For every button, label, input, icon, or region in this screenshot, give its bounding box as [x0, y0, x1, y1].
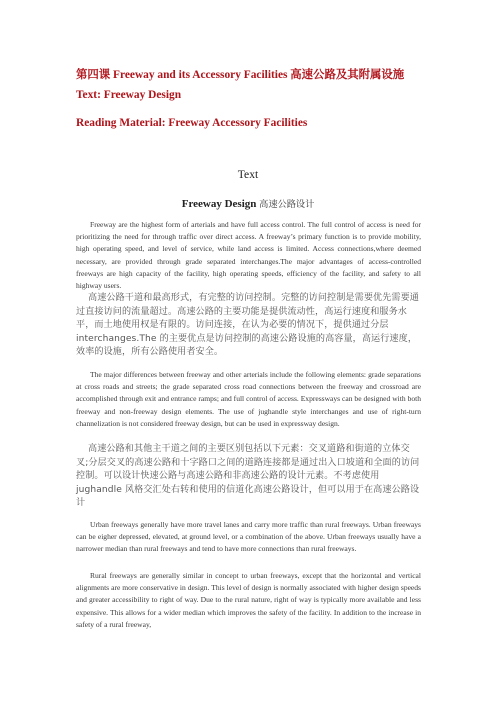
article-title-zh: 高速公路设计	[259, 199, 315, 210]
paragraph-1-zh: 高速公路干道和最高形式，有完整的访问控制。完整的访问控制是需要优先需要通过直接访问的流量超过。高速公路的主要功能是提供流动性，高运行速度和服务水平，而土地使用权是有限的。访问连接，在认为必要的情况下，提供通过分层 interchanges.The 的主要优点是访问控制的高速公路设施的高容量，高运行速度，效率的设施，所有公路使用者安全。	[76, 293, 419, 357]
unit-title: 第四课 Freeway and its Accessory Facilities 高速公路及其附属设施	[76, 69, 405, 81]
text-heading: Text: Freeway Design	[76, 89, 182, 101]
paragraph-2-zh: 高速公路和其他主干道之间的主要区别包括以下元素：交叉道路和街道的立体交叉;分层交叉的高速公路和十字路口之间的道路连接都是通过出入口坡道和全面的访问控制。可以设计快速公路与高速公路和非高速公路的设计元素。不考虑使用 jughandle 风格交汇处右转和使用的信道化高速公路设计，但可以用于在高速公路设计	[76, 444, 420, 508]
paragraph-1-en: Freeway are the highest form of arterials and have full access control. The full control of access is need for prioritizing the need for through traffic over direct access. A freeway’s primary function is to provide mobility, high operating speed, and level of service, while land access is limited. Access connections,where deemed necessary, are provided through grade separated interchanges.The major advantages of access-controlled freeways are high capacity of the facility, high operating speeds, efficiency of the facility, and safety to all highway users.	[76, 220, 421, 291]
paragraph-4-en: Rural freeways are generally similar in concept to urban freeways, except that the horizontal and vertical alignments are more conservative in design. This level of design is normally associated with higher design speeds and greater accessibility to right of way. Due to the rural nature, right of way is typically more available and less expensive. This allows for a wider median which improves the safety of the facility. In addition to the increase in safety of a rural freeway,	[76, 571, 421, 629]
article-title	[0, 196, 496, 210]
reading-heading: Reading Material: Freeway Accessory Facilities	[76, 117, 308, 129]
paragraph-3-en: Urban freeways generally have more travel lanes and carry more traffic than rural freeways. Urban freeways can be eigher depressed, elevated, at ground level, or a combination of the above. Urban freeways usually have a narrower median than rural freeways and tend to have more connections than rural freeways.	[76, 520, 421, 554]
paragraph-2-en: The major differences between freeway and other arterials include the following elements: grade separations at cross roads and streets; the grade separated cross road connections between the freeway and crossroad are accomplished through exit and entrance ramps; and full control of access. Expressways can be designed with both freeway and non-freeway design elements. The use of jughandle style interchanges and use of right-turn channelization is not considered freeway design, but can be used in expressway design.	[76, 370, 421, 428]
section-title: Text	[237, 168, 259, 181]
article-title-en: Freeway Design	[181, 198, 257, 210]
